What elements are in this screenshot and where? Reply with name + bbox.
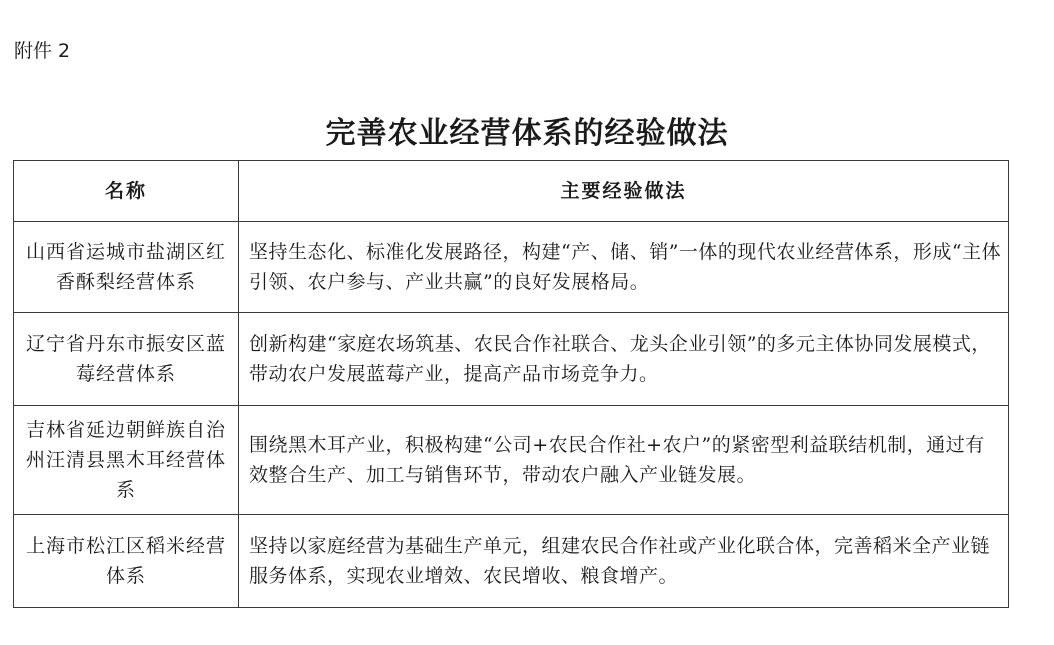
attachment-label: 附件 2 (14, 40, 71, 62)
row-name: 山西省运城市盐湖区红香酥梨经营体系 (14, 222, 239, 313)
experience-table (13, 160, 1009, 608)
row-practice: 创新构建“家庭农场筑基、农民合作社联合、龙头企业引领”的多元主体协同发展模式，带动农户发展蓝莓产业，提高产品市场竞争力。 (239, 313, 1009, 406)
table-header-row (14, 161, 1009, 222)
table-row (14, 313, 1009, 406)
header-practice: 主要经验做法 (239, 161, 1009, 222)
table-row (14, 222, 1009, 313)
document-title: 完善农业经营体系的经验做法 (325, 116, 729, 151)
row-name: 上海市松江区稻米经营体系 (14, 515, 239, 608)
row-name: 辽宁省丹东市振安区蓝莓经营体系 (14, 313, 239, 406)
row-name: 吉林省延边朝鲜族自治州汪清县黑木耳经营体系 (14, 406, 239, 515)
row-practice: 坚持以家庭经营为基础生产单元，组建农民合作社或产业化联合体，完善稻米全产业链服务体系，实现农业增效、农民增收、粮食增产。 (239, 515, 1009, 608)
row-practice: 坚持生态化、标准化发展路径，构建“产、储、销”一体的现代农业经营体系，形成“主体引领、农户参与、产业共赢”的良好发展格局。 (239, 222, 1009, 313)
header-name: 名称 (14, 161, 239, 222)
row-practice: 围绕黑木耳产业，积极构建“公司+农民合作社+农户”的紧密型利益联结机制，通过有效整合生产、加工与销售环节，带动农户融入产业链发展。 (239, 406, 1009, 515)
table-row (14, 515, 1009, 608)
table-row (14, 406, 1009, 515)
